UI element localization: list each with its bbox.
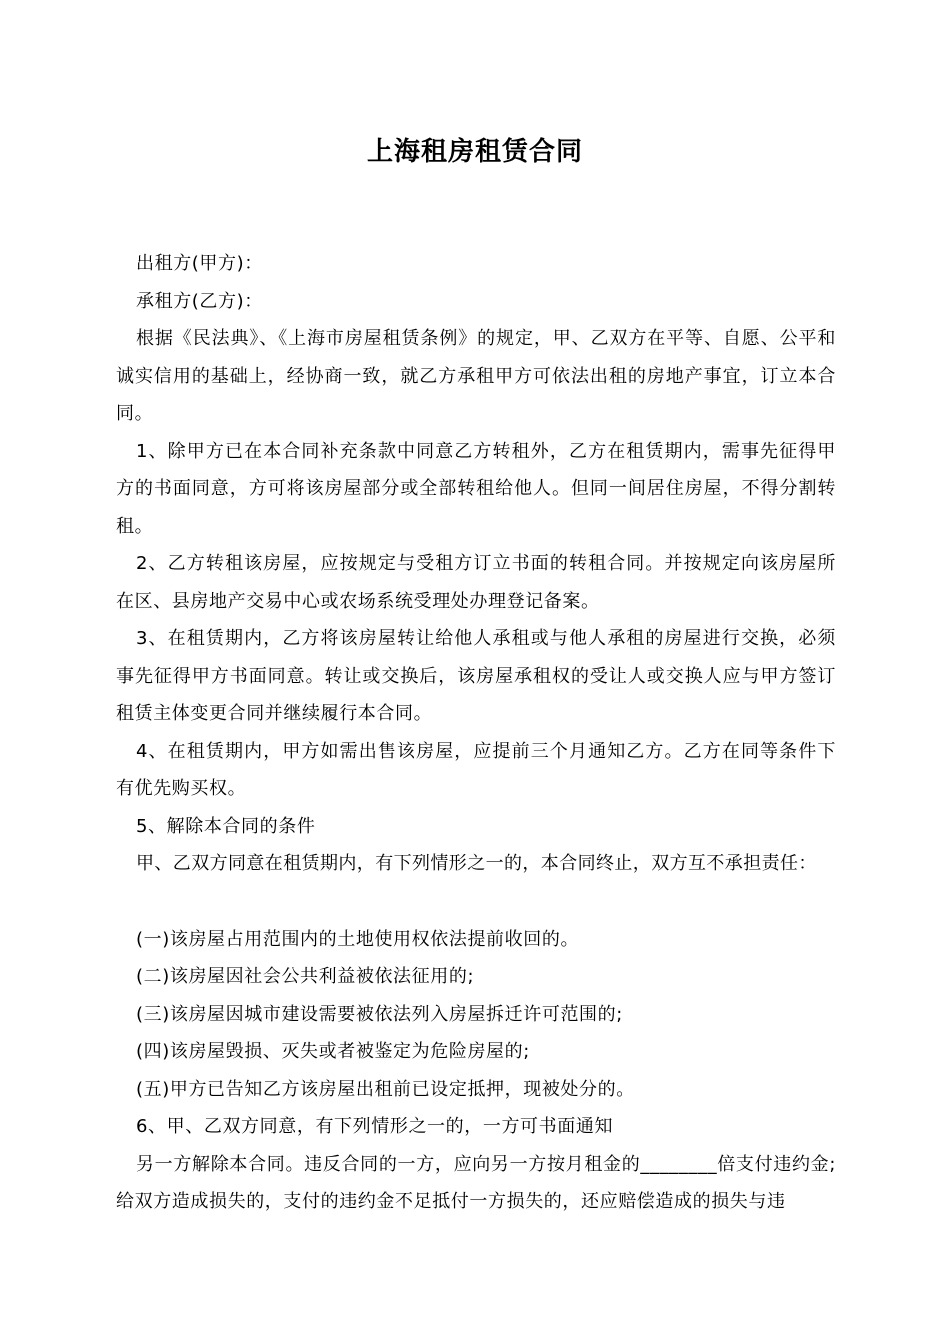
condition-item-5: (五)甲方已告知乙方该房屋出租前已设定抵押，现被处分的。: [136, 1078, 635, 1100]
blank-gap: [116, 883, 836, 921]
clause-5-heading: 5、解除本合同的条件: [136, 815, 316, 837]
condition-item-3: (三)该房屋因城市建设需要被依法列入房屋拆迁许可范围的;: [136, 1003, 623, 1025]
condition-item-2: (二)该房屋因社会公共利益被依法征用的;: [136, 966, 475, 987]
document-title: 上海租房租赁合同: [366, 137, 583, 167]
lessor-line: 出租方(甲方)：: [136, 253, 263, 274]
preamble-paragraph: 根据《民法典》、《上海市房屋租赁条例》的规定，甲、乙双方在平等、自愿、公平和诚实信用的基础上，经协商一致，就乙方承租甲方可依法出租的房地产事宜，订立本合同。: [116, 328, 836, 424]
document-body: [116, 245, 836, 1221]
clause-5-intro: 甲、乙双方同意在租赁期内，有下列情形之一的，本合同终止，双方互不承担责任：: [136, 853, 817, 874]
condition-item-4: (四)该房屋毁损、灭失或者被鉴定为危险房屋的;: [136, 1041, 530, 1062]
condition-item-1: (一)该房屋占用范围内的土地使用权依法提前收回的。: [136, 928, 580, 950]
clause-4: 4、在租赁期内，甲方如需出售该房屋，应提前三个月通知乙方。乙方在同等条件下有优先购买权。: [116, 740, 836, 799]
clause-3: 3、在租赁期内，乙方将该房屋转让给他人承租或与他人承租的房屋进行交换，必须事先征得甲方书面同意。转让或交换后，该房屋承租权的受让人或交换人应与甲方签订租赁主体变更合同并继续履行本合同。: [116, 628, 836, 724]
clause-6-heading: 6、甲、乙双方同意，有下列情形之一的，一方可书面通知: [136, 1116, 614, 1137]
lessee-line: 承租方(乙方)：: [136, 290, 263, 312]
clause-2: 2、乙方转租该房屋，应按规定与受租方订立书面的转租合同。并按规定向该房屋所在区、县房地产交易中心或农场系统受理处办理登记备案。: [116, 553, 836, 612]
clause-6-body: 另一方解除本合同。违反合同的一方，应向另一方按月租金的________倍支付违约金;给双方造成损失的，支付的违约金不足抵付一方损失的，还应赔偿造成的损失与违: [116, 1153, 836, 1212]
clause-1: 1、除甲方已在本合同补充条款中同意乙方转租外，乙方在租赁期内，需事先征得甲方的书面同意，方可将该房屋部分或全部转租给他人。但同一间居住房屋，不得分割转租。: [116, 440, 836, 537]
